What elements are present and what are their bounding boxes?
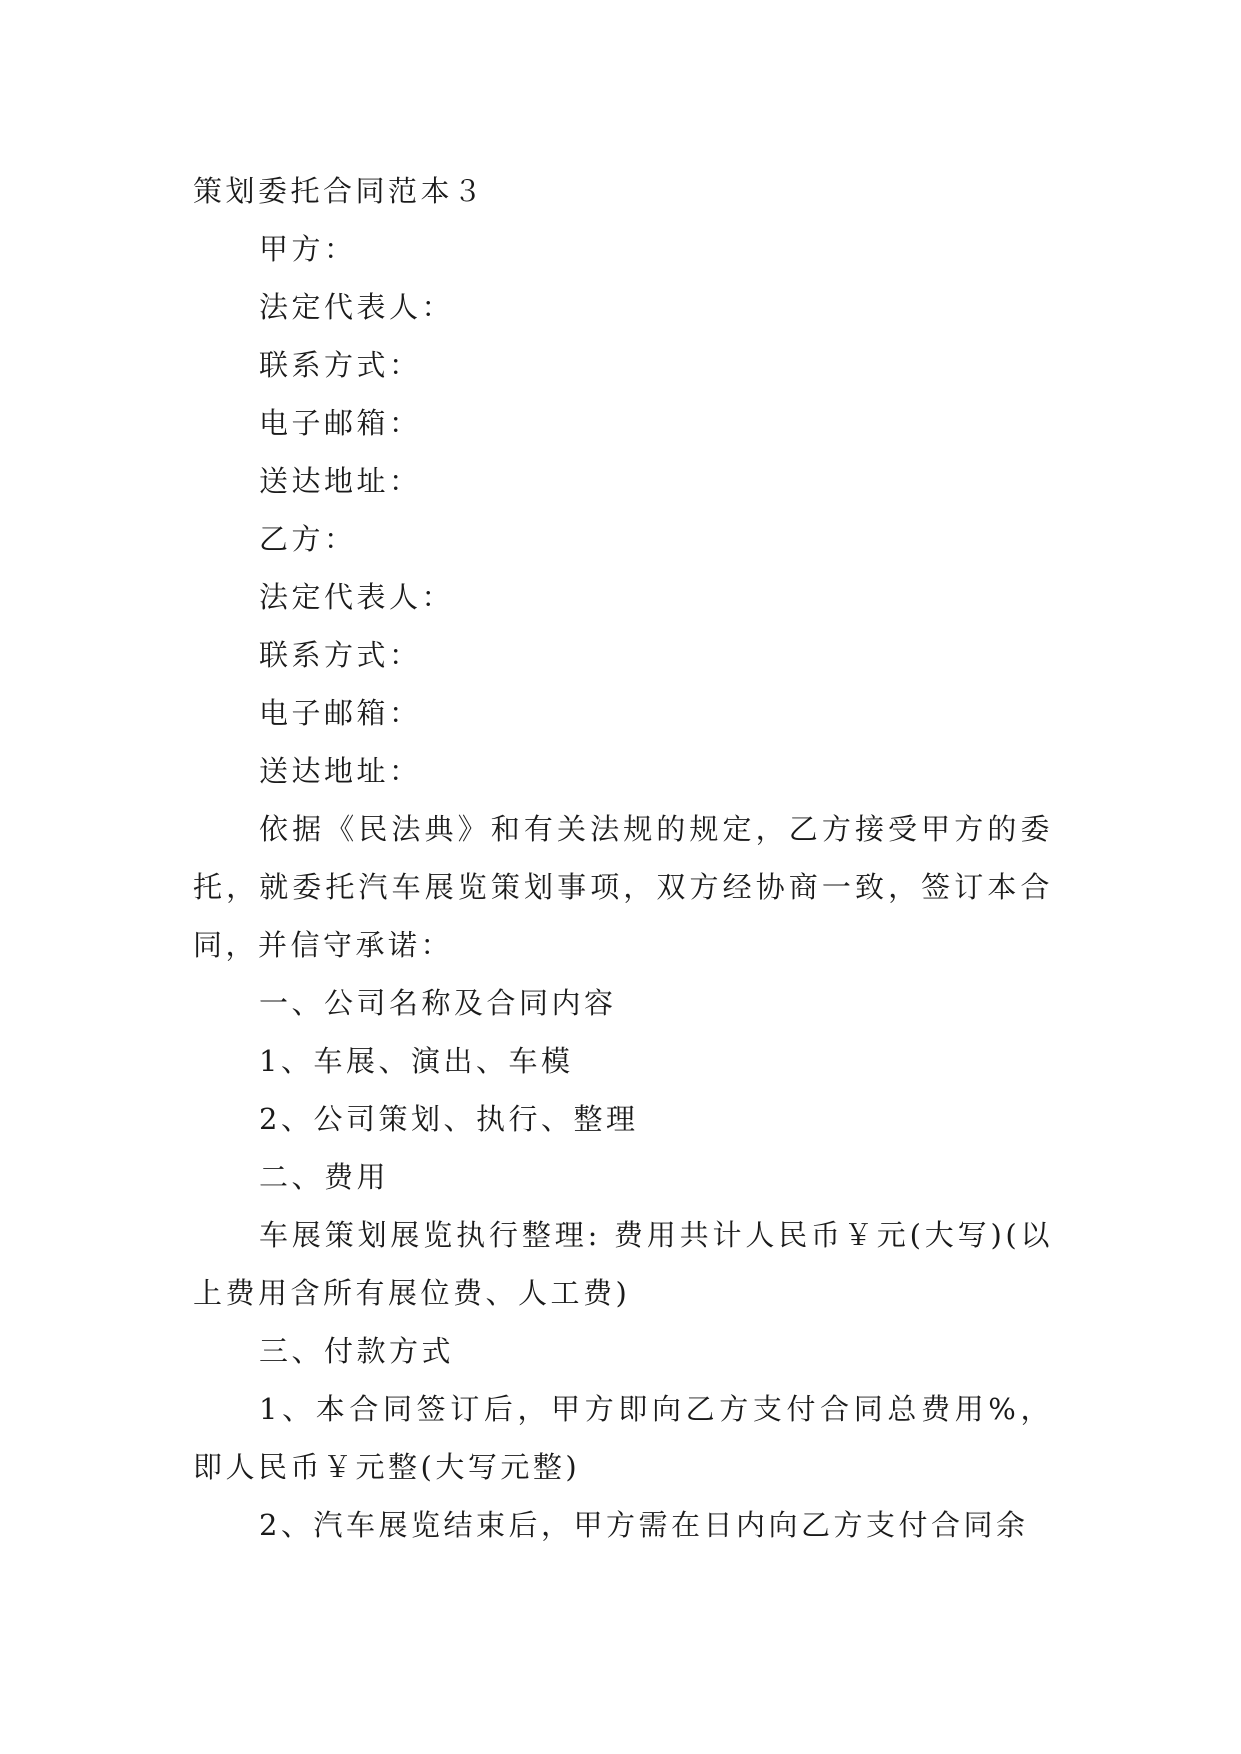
section3-item2: 2、汽车展览结束后，甲方需在日内向乙方支付合同余 (259, 1508, 1029, 1542)
party-a-address: 送达地址： (259, 464, 422, 498)
section1-item2: 2、公司策划、执行、整理 (259, 1102, 639, 1136)
section1-heading: 一、公司名称及合同内容 (259, 986, 617, 1020)
party-a-contact: 联系方式： (259, 348, 422, 382)
section1-item1: 1、车展、演出、车模 (259, 1044, 574, 1078)
party-a-legal-rep: 法定代表人： (259, 290, 455, 324)
section3-item1: 1、本合同签订后，甲方即向乙方支付合同总费用%，即人民币￥元整(大写元整) (193, 1392, 1053, 1484)
party-b-address: 送达地址： (259, 754, 422, 788)
party-a-label: 甲方： (259, 232, 357, 266)
party-b-email: 电子邮箱： (259, 696, 422, 730)
party-b-label: 乙方： (259, 522, 357, 556)
document-body (193, 162, 1053, 1554)
party-b-legal-rep: 法定代表人： (259, 580, 455, 614)
document-title: 策划委托合同范本３ (193, 174, 486, 208)
party-a-email: 电子邮箱： (259, 406, 422, 440)
section3-heading: 三、付款方式 (259, 1334, 455, 1368)
section2-heading: 二、费用 (259, 1160, 390, 1194)
section2-text: 车展策划展览执行整理: 费用共计人民币￥元(大写)(以上费用含所有展位费、人工费) (193, 1218, 1053, 1310)
party-b-contact: 联系方式： (259, 638, 422, 672)
preamble-paragraph: 依据《民法典》和有关法规的规定，乙方接受甲方的委托，就委托汽车展览策划事项，双方经协商一致，签订本合同，并信守承诺： (193, 812, 1053, 962)
